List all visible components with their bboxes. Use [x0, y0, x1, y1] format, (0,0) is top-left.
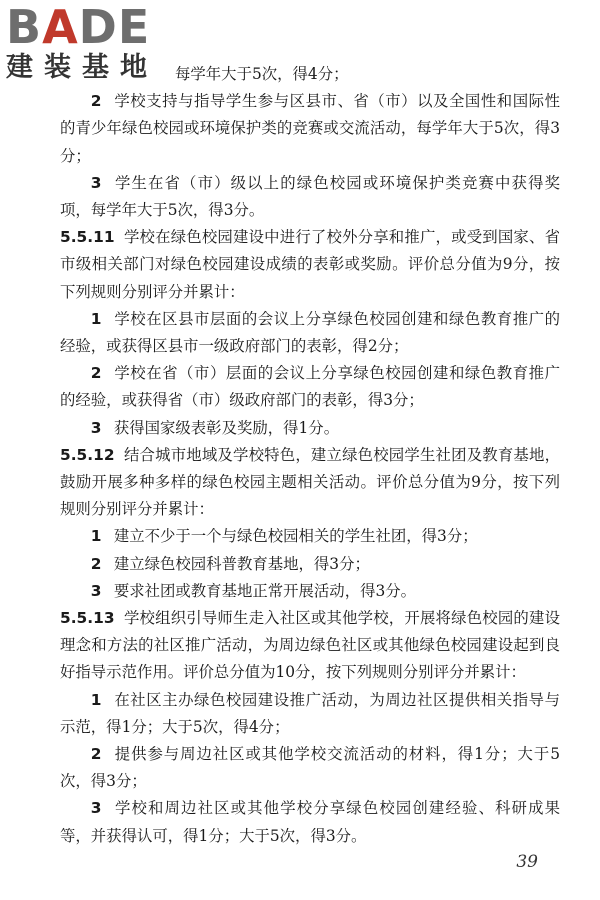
item-text: 建立不少于一个与绿色校园相关的学生社团，得3分； [113, 527, 478, 546]
list-item [60, 415, 560, 442]
item-text: 提供参与周边社区或其他学校交流活动的材料，得1分；大于5次，得3分； [60, 745, 560, 791]
watermark-chinese: 建装基地 [6, 52, 158, 83]
clause [60, 605, 560, 687]
watermark-letters-after: DE [78, 0, 151, 54]
list-item [60, 795, 560, 849]
clause [60, 442, 560, 524]
item-text: 学校支持与指导学生参与区县市、省（市）以及全国性和国际性的青少年绿色校园或环境保护类的竞赛或交流活动，每学年大于5次，得3分； [60, 92, 560, 165]
item-number: 3 [90, 173, 102, 192]
item-text: 学校和周边社区或其他学校分享绿色校园创建经验、科研成果等，并获得认可，得1分；大于5次，得3分。 [60, 799, 560, 845]
list-item [60, 306, 560, 360]
item-text: 获得国家级表彰及奖励，得1分。 [113, 418, 340, 437]
list-item [60, 551, 560, 578]
paragraph-text: 每学年大于5次，得4分； [175, 65, 349, 83]
item-text: 在社区主办绿色校园建设推广活动，为周边社区提供相关指导与示范，得1分；大于5次，得4分； [60, 690, 560, 736]
clause [60, 224, 560, 306]
item-number: 2 [90, 364, 102, 383]
item-number: 3 [90, 418, 102, 437]
item-text: 学生在省（市）级以上的绿色校园或环境保护类竞赛中获得奖项，每学年大于5次，得3分。 [60, 173, 560, 220]
clause-text: 学校组织引导师生走入社区或其他学校，开展将绿色校园的建设理念和方法的社区推广活动，为周边绿色社区或其他绿色校园建设起到良好指导示范作用。评价总分值为10分，按下列规则分别评分并累计： [60, 609, 560, 682]
clause-text: 结合城市地域及学校特色，建立绿色校园学生社团及教育基地，鼓励开展多种多样的绿色校园主题相关活动。评价总分值为9分，按下列规则分别评分并累计： [60, 445, 560, 519]
item-text: 建立绿色校园科普教育基地，得3分； [113, 554, 370, 573]
list-item [60, 523, 560, 550]
watermark-accent-letter: A [42, 0, 79, 54]
list-item [60, 170, 560, 224]
item-number: 1 [90, 690, 102, 709]
watermark-brand [6, 0, 181, 54]
item-number: 3 [90, 581, 102, 600]
list-item [60, 360, 560, 414]
item-number: 2 [90, 92, 102, 111]
item-text: 要求社团或教育基地正常开展活动，得3分。 [113, 581, 417, 600]
item-number: 1 [90, 309, 102, 328]
page-number: 39 [516, 852, 538, 872]
item-number: 1 [90, 527, 102, 546]
watermark-letters-before: B [6, 0, 43, 54]
item-text: 学校在区县市层面的会议上分享绿色校园创建和绿色教育推广的经验，或获得区县市一级政府部门的表彰，得2分； [60, 309, 560, 356]
list-item [60, 578, 560, 605]
item-text: 学校在省（市）层面的会议上分享绿色校园创建和绿色教育推广的经验，或获得省（市）级政府部门的表彰，得3分； [60, 364, 560, 410]
list-item [60, 741, 560, 795]
clause-number: 5.5.11 [60, 228, 115, 247]
clause-number: 5.5.13 [60, 609, 115, 628]
clause-text: 学校在绿色校园建设中进行了校外分享和推广，或受到国家、省市级相关部门对绿色校园建设成绩的表彰或奖励。评价总分值为9分，按下列规则分别评分并累计： [60, 228, 560, 301]
continuation-line [60, 61, 560, 88]
clause-number: 5.5.12 [60, 445, 115, 464]
list-item [60, 687, 560, 741]
list-item [60, 88, 560, 170]
item-number: 2 [90, 745, 102, 764]
item-number: 2 [90, 554, 102, 573]
document-body [60, 61, 560, 850]
item-number: 3 [90, 799, 102, 818]
